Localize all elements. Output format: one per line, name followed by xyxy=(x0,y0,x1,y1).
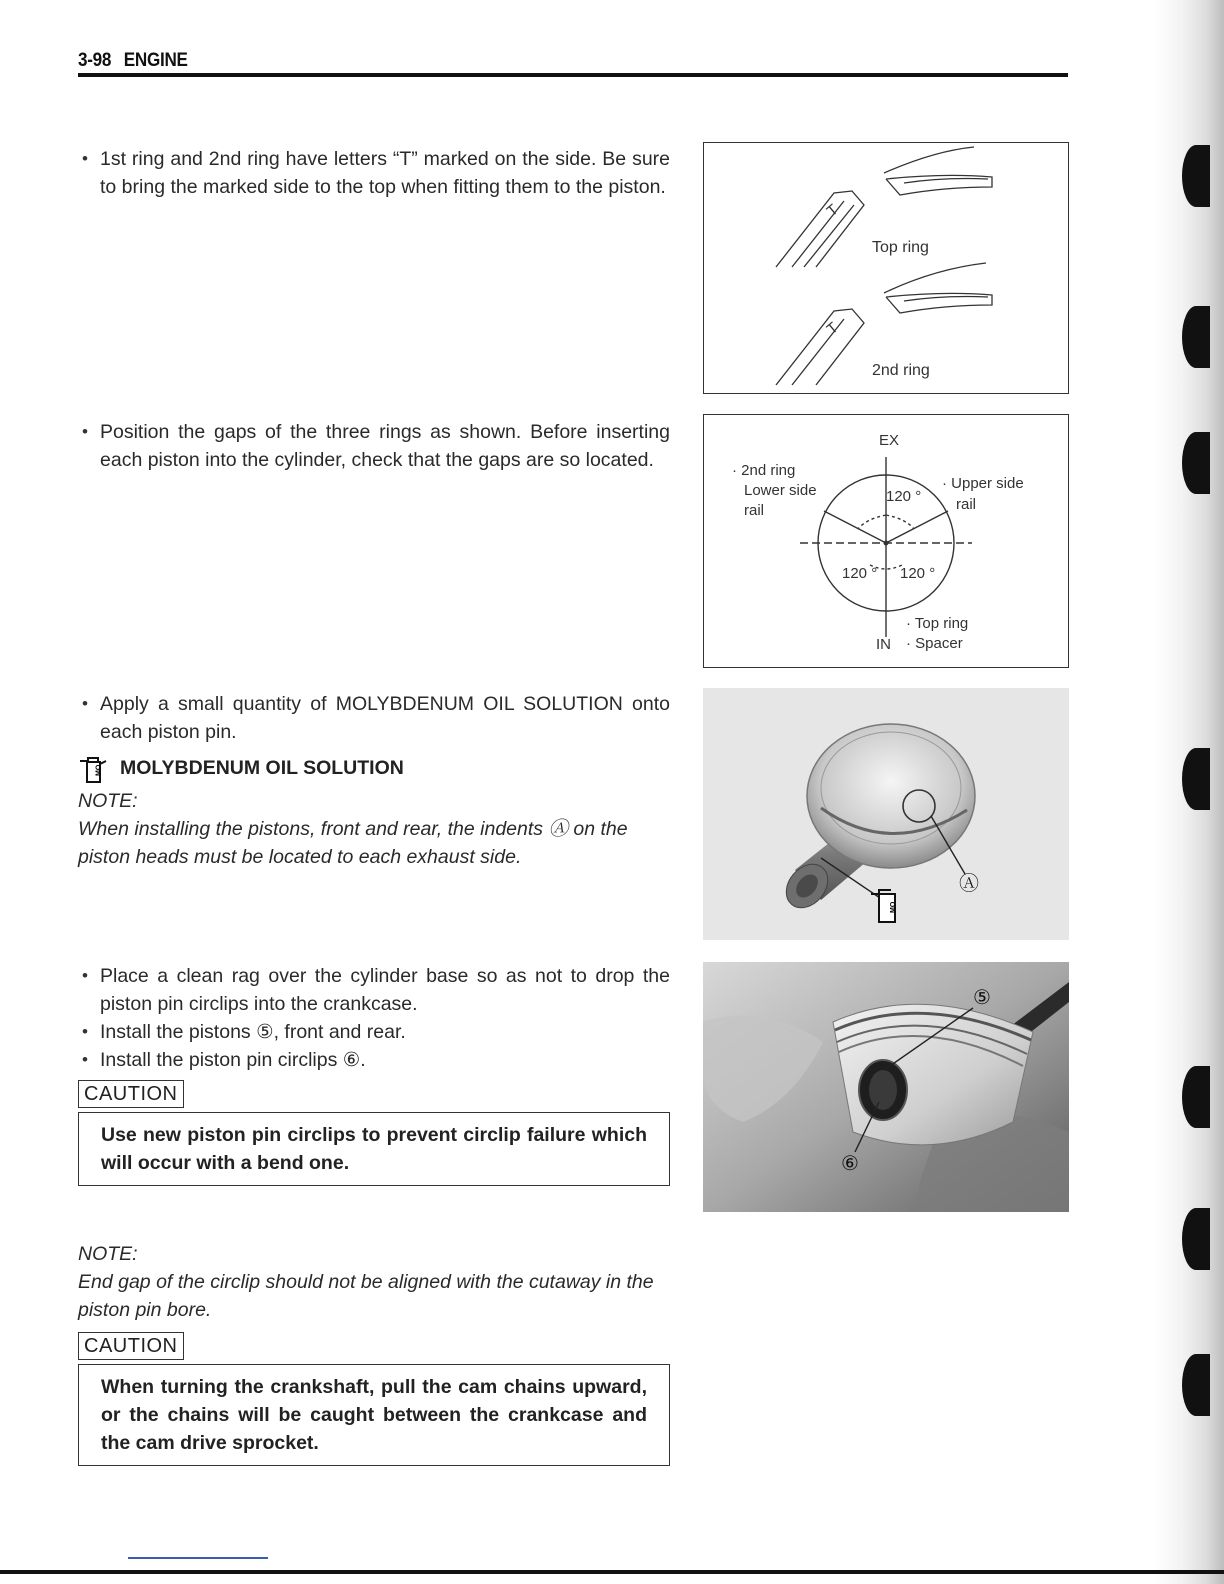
molybdenum-text: • Apply a small quantity of MOLYBDENUM OIL SOLUTION onto each piston pin. xyxy=(78,690,670,746)
label-angle-right: 120 ° xyxy=(900,565,936,582)
svg-text:MO: MO xyxy=(95,764,103,776)
label-angle-left: 120 ° xyxy=(842,565,878,582)
binding-tab xyxy=(1182,1354,1210,1416)
header-rule xyxy=(78,73,1068,77)
caution1-label: CAUTION xyxy=(78,1080,184,1108)
binding-tab xyxy=(1182,432,1210,494)
label-upper-side: · Upper side xyxy=(942,475,1024,492)
label-lower-side: Lower side xyxy=(744,482,817,499)
label-lower-rail: rail xyxy=(744,502,765,519)
step-ring-gaps xyxy=(78,418,670,474)
section-title: ENGINE xyxy=(123,50,188,71)
binding-tab xyxy=(1182,748,1210,810)
rag-text: • Place a clean rag over the cylinder base so as not to drop the piston pin circlips into the crankcase. xyxy=(78,962,670,1018)
caution2-label: CAUTION xyxy=(78,1332,184,1360)
label-top-ring: · Top ring xyxy=(906,615,969,632)
photo-piston-install xyxy=(703,962,1069,1212)
step-ring-marks xyxy=(78,145,670,201)
t-mark-second: T xyxy=(823,319,842,339)
label-angle-top: 120 ° xyxy=(886,488,922,505)
label-ex: EX xyxy=(879,432,900,449)
note2-label: NOTE: xyxy=(78,1243,138,1265)
ring-marks-drawing xyxy=(704,143,1068,393)
caution2-text: When turning the crankshaft, pull the cam chains upward, or the chains will be caught between the crankcase and the cam drive sprocket. xyxy=(78,1364,670,1466)
label-top-ring: Top ring xyxy=(872,239,929,256)
caution1 xyxy=(78,1080,670,1186)
binding-tab xyxy=(1182,1208,1210,1270)
note2-text: End gap of the circlip should not be aligned with the cutaway in the piston pin bore. xyxy=(78,1271,654,1321)
mol-icon-photo-text: MO xyxy=(890,901,897,913)
page-number: 3-98 xyxy=(78,50,112,71)
step-molybdenum xyxy=(78,690,670,871)
label-6: ⑥ xyxy=(841,1151,859,1175)
caution1-text: Use new piston pin circlips to prevent circlip failure which will occur with a bend one. xyxy=(78,1112,670,1186)
binding-edge xyxy=(1154,0,1224,1584)
ring-gaps-diagram xyxy=(704,415,1068,667)
note1-text: When installing the pistons, front and rear, the indents Ⓐ on the piston heads must be located to each exhaust side. xyxy=(78,817,628,868)
binding-tab xyxy=(1182,145,1210,207)
binding-tab xyxy=(1182,1066,1210,1128)
caution2 xyxy=(78,1332,670,1466)
label-upper-rail: rail xyxy=(956,496,977,513)
figure-ring-marks xyxy=(703,142,1069,394)
mol-heading xyxy=(78,754,670,783)
label-5: ⑤ xyxy=(973,985,991,1009)
photo-piston-indent xyxy=(703,688,1069,940)
piston-install-photo xyxy=(703,962,1069,1212)
label-second-ring: 2nd ring xyxy=(872,362,930,379)
label-2nd-ring: · 2nd ring xyxy=(732,462,796,479)
page-header xyxy=(78,50,969,74)
install-pistons-text: • Install the pistons ⑤, front and rear. xyxy=(78,1018,670,1046)
step-circlip-note xyxy=(78,1240,670,1466)
piston-indent-photo xyxy=(703,688,1069,940)
bottom-rule xyxy=(0,1570,1224,1574)
t-mark-top: T xyxy=(823,201,842,221)
mol-title: MOLYBDENUM OIL SOLUTION xyxy=(120,757,404,779)
label-a: Ⓐ xyxy=(959,871,979,895)
oil-can-icon xyxy=(78,755,112,783)
bottom-mark xyxy=(128,1557,268,1559)
ring-gaps-text: • Position the gaps of the three rings as shown. Before inserting each piston into the cylinder, check that the gaps are so located. xyxy=(78,418,670,474)
label-in: IN xyxy=(876,636,891,653)
label-spacer: · Spacer xyxy=(906,635,963,652)
step-install xyxy=(78,962,670,1186)
note1-label: NOTE: xyxy=(78,789,138,812)
figure-ring-gaps xyxy=(703,414,1069,668)
install-circlips-text: • Install the piston pin circlips ⑥. xyxy=(78,1046,670,1074)
binding-tab xyxy=(1182,306,1210,368)
ring-marks-text: • 1st ring and 2nd ring have letters “T” marked on the side. Be sure to bring the marked side to the top when fitting them to the piston. xyxy=(78,145,670,201)
